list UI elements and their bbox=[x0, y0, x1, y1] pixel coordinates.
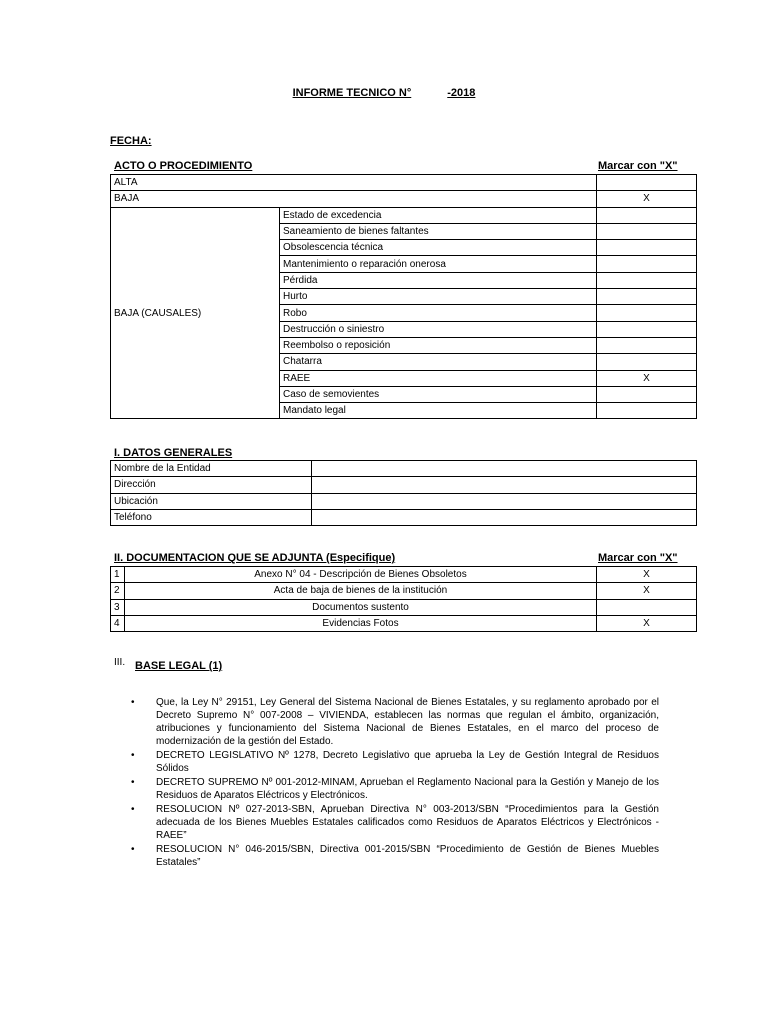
report-title bbox=[0, 87, 768, 99]
causal-label: RAEE bbox=[280, 370, 597, 386]
documentacion-heading: II. DOCUMENTACION QUE SE ADJUNTA (Especifique) bbox=[114, 552, 396, 564]
fecha-label: FECHA: bbox=[110, 135, 152, 147]
causal-label: Saneamiento de bienes faltantes bbox=[280, 223, 597, 239]
bullet-icon: • bbox=[131, 804, 135, 815]
datos-value bbox=[312, 509, 697, 525]
doc-num: 3 bbox=[111, 599, 125, 615]
acto-heading: ACTO O PROCEDIMIENTO bbox=[114, 160, 253, 172]
causal-mark bbox=[597, 321, 697, 337]
doc-num: 4 bbox=[111, 615, 125, 631]
bullet-icon: • bbox=[131, 777, 135, 788]
datos-value bbox=[312, 461, 697, 477]
datos-label: Nombre de la Entidad bbox=[111, 461, 312, 477]
doc-label: Acta de baja de bienes de la institución bbox=[125, 583, 597, 599]
legal-text: RESOLUCION Nº 027-2013-SBN, Aprueban Directiva N° 003-2013/SBN “Procedimientos para la Gestión adecuada de los Bienes Muebles Estatales calificados como Residuos de Aparatos Eléctricos y Electrónicos - RAEE” bbox=[156, 804, 659, 841]
bullet-icon: • bbox=[131, 750, 135, 761]
alta-label: ALTA bbox=[111, 175, 597, 191]
causal-mark bbox=[597, 403, 697, 419]
base-legal-roman: III. bbox=[114, 657, 126, 668]
list-item bbox=[131, 843, 659, 869]
causal-label: Chatarra bbox=[280, 354, 597, 370]
alta-mark bbox=[597, 175, 697, 191]
causal-mark bbox=[597, 354, 697, 370]
baja-mark: X bbox=[597, 191, 697, 207]
list-item bbox=[131, 749, 659, 775]
causal-mark: X bbox=[597, 370, 697, 386]
list-item bbox=[131, 803, 659, 842]
causal-label: Caso de semovientes bbox=[280, 386, 597, 402]
doc-mark: X bbox=[597, 615, 697, 631]
table-row bbox=[111, 615, 697, 631]
causal-label: Mandato legal bbox=[280, 403, 597, 419]
doc-mark: X bbox=[597, 567, 697, 583]
doc-label: Anexo N° 04 - Descripción de Bienes Obsoletos bbox=[125, 567, 597, 583]
causales-label: BAJA (CAUSALES) bbox=[111, 207, 280, 419]
causal-label: Mantenimiento o reparación onerosa bbox=[280, 256, 597, 272]
datos-label: Dirección bbox=[111, 477, 312, 493]
doc-num: 2 bbox=[111, 583, 125, 599]
datos-table bbox=[110, 460, 697, 526]
causal-label: Estado de excedencia bbox=[280, 207, 597, 223]
legal-text: RESOLUCION N° 046-2015/SBN, Directiva 001-2015/SBN “Procedimiento de Gestión de Bienes Muebles Estatales” bbox=[156, 844, 659, 868]
table-row bbox=[111, 509, 697, 525]
causal-label: Reembolso o reposición bbox=[280, 337, 597, 353]
datos-value bbox=[312, 493, 697, 509]
causal-mark bbox=[597, 272, 697, 288]
table-row bbox=[111, 207, 697, 223]
doc-label: Documentos sustento bbox=[125, 599, 597, 615]
base-legal-list bbox=[131, 696, 659, 870]
doc-mark: X bbox=[597, 583, 697, 599]
causal-mark bbox=[597, 289, 697, 305]
causal-label: Pérdida bbox=[280, 272, 597, 288]
datos-value bbox=[312, 477, 697, 493]
datos-label: Ubicación bbox=[111, 493, 312, 509]
baja-label: BAJA bbox=[111, 191, 597, 207]
causal-mark bbox=[597, 207, 697, 223]
legal-text: Que, la Ley N° 29151, Ley General del Sistema Nacional de Bienes Estatales, y su reglamento aprobado por el Decreto Supremo N° 007-2008 – VIVIENDA, establecen las normas que regulan el ámbito, organización, atribuciones y funcionamiento del Sistema Nacional de Bienes Estatales, en el marco del proceso de modernización de la gestión del Estado. bbox=[156, 697, 659, 747]
causal-mark bbox=[597, 256, 697, 272]
table-row bbox=[111, 191, 697, 207]
table-row bbox=[111, 583, 697, 599]
documentacion-table bbox=[110, 566, 697, 632]
legal-text: DECRETO LEGISLATIVO Nº 1278, Decreto Legislativo que aprueba la Ley de Gestión Integral de Residuos Sólidos bbox=[156, 750, 659, 774]
documentacion-mark-heading: Marcar con "X" bbox=[598, 552, 678, 564]
causal-mark bbox=[597, 337, 697, 353]
causal-mark bbox=[597, 240, 697, 256]
legal-text: DECRETO SUPREMO Nº 001-2012-MINAM, Aprueban el Reglamento Nacional para la Gestión y Manejo de los Residuos de Aparatos Eléctricos y Electrónicos. bbox=[156, 777, 659, 801]
table-row bbox=[111, 175, 697, 191]
table-row bbox=[111, 461, 697, 477]
datos-heading: I. DATOS GENERALES bbox=[114, 447, 233, 459]
doc-mark bbox=[597, 599, 697, 615]
base-legal-heading: BASE LEGAL (1) bbox=[135, 660, 223, 672]
list-item bbox=[131, 776, 659, 802]
bullet-icon: • bbox=[131, 844, 135, 855]
causal-label: Destrucción o siniestro bbox=[280, 321, 597, 337]
doc-label: Evidencias Fotos bbox=[125, 615, 597, 631]
report-title-main: INFORME TECNICO N° bbox=[292, 87, 412, 99]
causal-label: Obsolescencia técnica bbox=[280, 240, 597, 256]
causal-mark bbox=[597, 305, 697, 321]
table-row bbox=[111, 567, 697, 583]
list-item bbox=[131, 696, 659, 748]
causal-mark bbox=[597, 386, 697, 402]
table-row bbox=[111, 477, 697, 493]
acto-table bbox=[110, 174, 697, 419]
report-title-year: -2018 bbox=[447, 87, 476, 99]
datos-label: Teléfono bbox=[111, 509, 312, 525]
bullet-icon: • bbox=[131, 697, 135, 708]
table-row bbox=[111, 493, 697, 509]
table-row bbox=[111, 599, 697, 615]
causal-label: Hurto bbox=[280, 289, 597, 305]
causal-label: Robo bbox=[280, 305, 597, 321]
acto-mark-heading: Marcar con "X" bbox=[598, 160, 678, 172]
doc-num: 1 bbox=[111, 567, 125, 583]
causal-mark bbox=[597, 223, 697, 239]
